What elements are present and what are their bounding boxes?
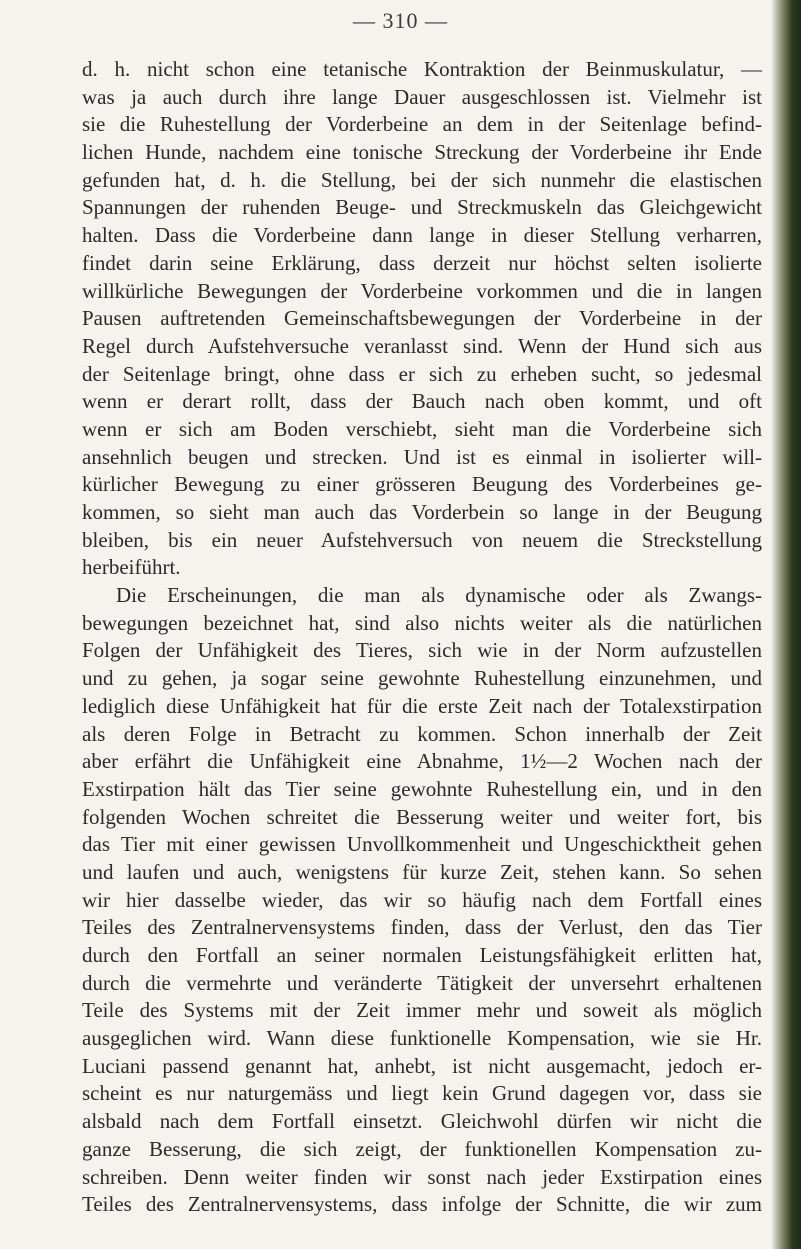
text-line: durch die vermehrte und veränderte Tätigkeit der unversehrt erhaltenen xyxy=(82,970,762,995)
text-line: gefunden hat, d. h. die Stellung, bei der sich nunmehr die elastischen xyxy=(82,167,762,192)
text-line: Folgen der Unfähigkeit des Tieres, sich wie in der Norm aufzustellen xyxy=(82,638,762,663)
text-line: wenn er sich am Boden verschiebt, sieht man die Vorderbeine sich xyxy=(82,416,762,441)
body-text xyxy=(82,56,762,1219)
text-line: wenn er derart rollt, dass der Bauch nach oben kommt, und oft xyxy=(82,389,762,414)
text-line: d. h. nicht schon eine tetanische Kontraktion der Beinmuskulatur, — xyxy=(82,57,762,81)
text-line: bewegungen bezeichnet hat, sind also nichts weiter als die natürlichen xyxy=(82,610,762,635)
text-line: bleiben, bis ein neuer Aufstehversuch von neuem die Streckstellung xyxy=(82,527,762,552)
text-line: was ja auch durch ihre lange Dauer ausgeschlossen ist. Vielmehr ist xyxy=(82,84,762,109)
text-line: und zu gehen, ja sogar seine gewohnte Ruhestellung einzunehmen, und xyxy=(82,666,762,691)
text-line: der Seitenlage bringt, ohne dass er sich zu erheben sucht, so jedesmal xyxy=(82,361,762,386)
text-line: findet darin seine Erklärung, dass derzeit nur höchst selten isolierte xyxy=(82,250,762,275)
text-line: und laufen und auch, wenigstens für kurze Zeit, stehen kann. So sehen xyxy=(82,859,762,884)
text-line: aber erfährt die Unfähigkeit eine Abnahme, 1½—2 Wochen nach der xyxy=(82,749,762,774)
text-line: schreiben. Denn weiter finden wir sonst nach jeder Exstirpation eines xyxy=(82,1164,762,1189)
page-number: — 310 — xyxy=(353,8,448,33)
text-line: ganze Besserung, die sich zeigt, der funktionellen Kompensation zu- xyxy=(82,1136,762,1161)
text-line: Die Erscheinungen, die man als dynamische oder als Zwangs- xyxy=(116,583,762,608)
text-line: sie die Ruhestellung der Vorderbeine an dem in der Seitenlage befind- xyxy=(82,112,762,137)
text-line: halten. Dass die Vorderbeine dann lange in dieser Stellung verharren, xyxy=(82,223,762,248)
text-line: ansehnlich beugen und strecken. Und ist es einmal in isolierter will- xyxy=(82,444,762,469)
text-line: lichen Hunde, nachdem eine tonische Streckung der Vorderbeine ihr Ende xyxy=(82,140,762,165)
text-line: herbeiführt. xyxy=(82,555,181,580)
text-line: Luciani passend genannt hat, anhebt, ist nicht ausgemacht, jedoch er- xyxy=(82,1053,762,1078)
text-line: Teiles des Zentralnervensystems finden, dass der Verlust, den das Tier xyxy=(82,915,762,940)
text-line: Pausen auftretenden Gemeinschaftsbewegungen der Vorderbeine in der xyxy=(82,306,762,331)
text-line: kommen, so sieht man auch das Vorderbein so lange in der Beugung xyxy=(82,500,762,524)
binding-edge-shadow xyxy=(771,0,801,1249)
text-line: durch den Fortfall an seiner normalen Leistungsfähigkeit erlitten hat, xyxy=(82,943,762,967)
text-line: wir hier dasselbe wieder, das wir so häufig nach dem Fortfall eines xyxy=(82,887,762,912)
text-line: ausgeglichen wird. Wann diese funktionelle Kompensation, wie sie Hr. xyxy=(82,1026,762,1051)
text-line: willkürliche Bewegungen der Vorderbeine vorkommen und die in langen xyxy=(82,278,762,303)
text-line: Teile des Systems mit der Zeit immer mehr und soweit als möglich xyxy=(82,998,762,1023)
text-line: Exstirpation hält das Tier seine gewohnte Ruhestellung ein, und in den xyxy=(82,776,762,801)
text-line: Teiles des Zentralnervensystems, dass infolge der Schnitte, die wir zum xyxy=(82,1192,762,1217)
text-line: Spannungen der ruhenden Beuge- und Streckmuskeln das Gleichgewicht xyxy=(82,195,762,220)
text-line: Regel durch Aufstehversuche veranlasst sind. Wenn der Hund sich aus xyxy=(82,333,762,358)
text-line: folgenden Wochen schreitet die Besserung weiter und weiter fort, bis xyxy=(82,804,762,829)
text-line: alsbald nach dem Fortfall einsetzt. Gleichwohl dürfen wir nicht die xyxy=(82,1109,762,1134)
text-line: als deren Folge in Betracht zu kommen. Schon innerhalb der Zeit xyxy=(82,721,762,746)
text-line: kürlicher Bewegung zu einer grösseren Beugung des Vorderbeines ge- xyxy=(82,472,762,497)
text-line: scheint es nur naturgemäss und liegt kein Grund dagegen vor, dass sie xyxy=(82,1081,762,1106)
text-line: das Tier mit einer gewissen Unvollkommenheit und Ungeschicktheit gehen xyxy=(82,832,762,857)
text-line: lediglich diese Unfähigkeit hat für die erste Zeit nach der Totalexstirpation xyxy=(82,693,762,718)
